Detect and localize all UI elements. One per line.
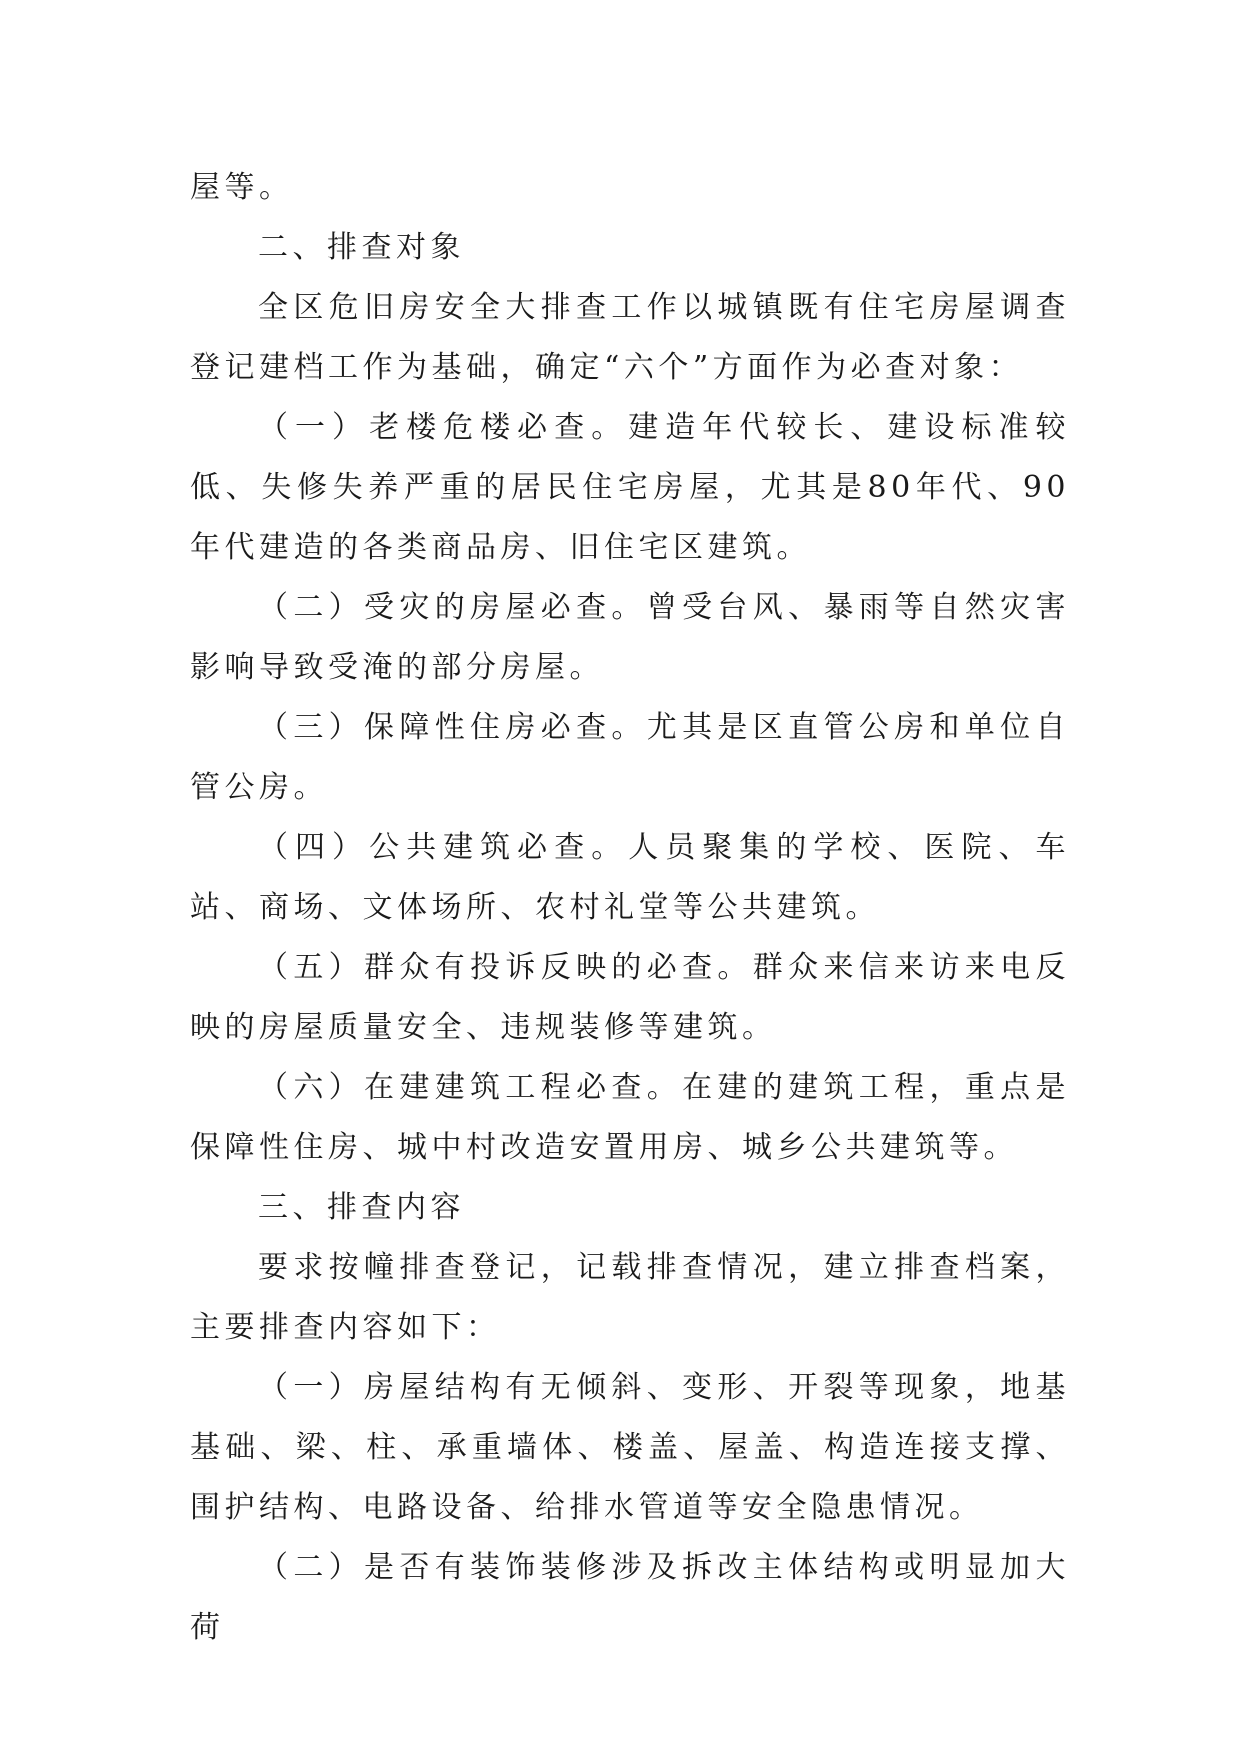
paragraph-item-3: （三）保障性住房必查。尤其是区直管公房和单位自管公房。 — [190, 710, 1070, 805]
paragraph-content-2: （二）是否有装饰装修涉及拆改主体结构或明显加大荷 — [190, 1550, 1070, 1645]
paragraph-item-6: （六）在建建筑工程必查。在建的建筑工程，重点是保障性住房、城中村改造安置用房、城乡公共建筑等。 — [190, 1070, 1070, 1165]
paragraph-content-1: （一）房屋结构有无倾斜、变形、开裂等现象，地基基础、梁、柱、承重墙体、楼盖、屋盖、构造连接支撑、围护结构、电路设备、给排水管道等安全隐患情况。 — [190, 1370, 1070, 1525]
paragraph-item-4: （四）公共建筑必查。人员聚集的学校、医院、车站、商场、文体场所、农村礼堂等公共建筑。 — [190, 830, 1070, 925]
paragraph-intro-content: 要求按幢排查登记，记载排查情况，建立排查档案，主要排查内容如下： — [190, 1250, 1070, 1345]
section-heading-3: 三、排查内容 — [258, 1190, 465, 1225]
paragraph-continuation: 屋等。 — [190, 170, 294, 205]
section-heading-2: 二、排查对象 — [258, 230, 465, 265]
paragraph-item-5: （五）群众有投诉反映的必查。群众来信来访来电反映的房屋质量安全、违规装修等建筑。 — [190, 950, 1070, 1045]
document-body — [190, 158, 1070, 1658]
paragraph-item-2: （二）受灾的房屋必查。曾受台风、暴雨等自然灾害影响导致受淹的部分房屋。 — [190, 590, 1070, 685]
paragraph-item-1: （一）老楼危楼必查。建造年代较长、建设标准较低、失修失养严重的居民住宅房屋，尤其是80年代、90年代建造的各类商品房、旧住宅区建筑。 — [190, 410, 1070, 565]
paragraph-intro-objects: 全区危旧房安全大排查工作以城镇既有住宅房屋调查登记建档工作为基础，确定“六个”方面作为必查对象： — [190, 290, 1070, 385]
